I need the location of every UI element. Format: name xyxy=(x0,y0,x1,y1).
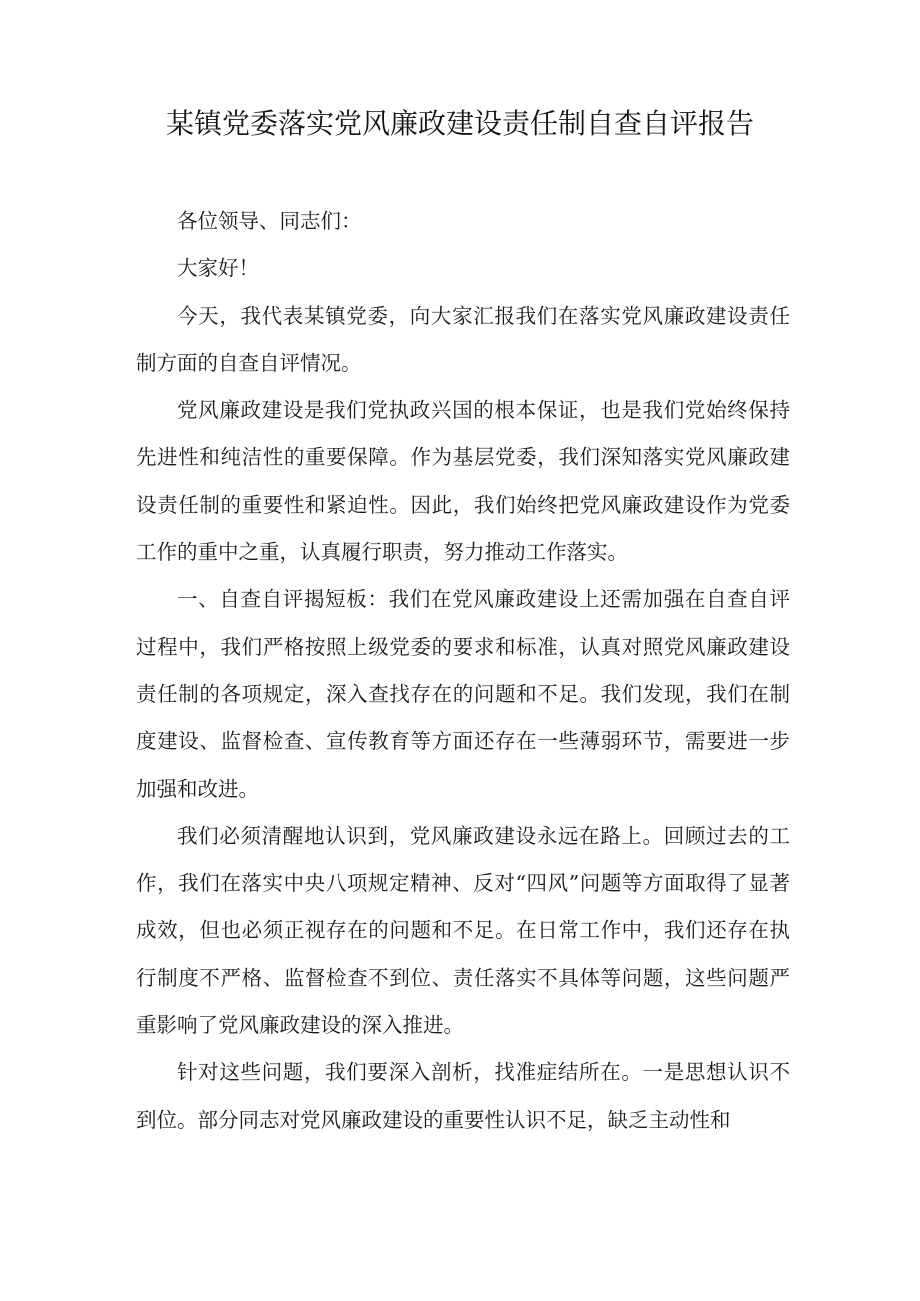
paragraph-analysis: 针对这些问题，我们要深入剖析，找准症结所在。一是思想认识不到位。部分同志对党风廉政建设的重要性认识不足，缺乏主动性和 xyxy=(136,1060,790,1132)
paragraph-greeting: 大家好！ xyxy=(177,256,259,281)
paragraph-salutation: 各位领导、同志们： xyxy=(177,209,362,233)
paragraph-importance: 党风廉政建设是我们党执政兴国的根本保证，也是我们党始终保持先进性和纯洁性的重要保障。作为基层党委，我们深知落实党风廉政建设责任制的重要性和紧迫性。因此，我们始终把党风廉政建设作为党委工作的重中之重，认真履行职责，努力推动工作落实。 xyxy=(136,398,790,565)
paragraph-intro: 今天，我代表某镇党委，向大家汇报我们在落实党风廉政建设责任制方面的自查自评情况。 xyxy=(136,303,790,375)
paragraph-section-one: 一、自查自评揭短板：我们在党风廉政建设上还需加强在自查自评过程中，我们严格按照上级党委的要求和标准，认真对照党风廉政建设责任制的各项规定，深入查找存在的问题和不足。我们发现，我们在制度建设、监督检查、宣传教育等方面还存在一些薄弱环节，需要进一步加强和改进。 xyxy=(136,587,790,801)
document-body xyxy=(136,198,790,1144)
document-title: 某镇党委落实党风廉政建设责任制自查自评报告 xyxy=(165,107,754,140)
paragraph-reflection: 我们必须清醒地认识到，党风廉政建设永远在路上。回顾过去的工作，我们在落实中央八项规定精神、反对“四风”问题等方面取得了显著成效，但也必须正视存在的问题和不足。在日常工作中，我们还存在执行制度不严格、监督检查不到位、责任落实不具体等问题，这些问题严重影响了党风廉政建设的深入推进。 xyxy=(136,823,790,1038)
